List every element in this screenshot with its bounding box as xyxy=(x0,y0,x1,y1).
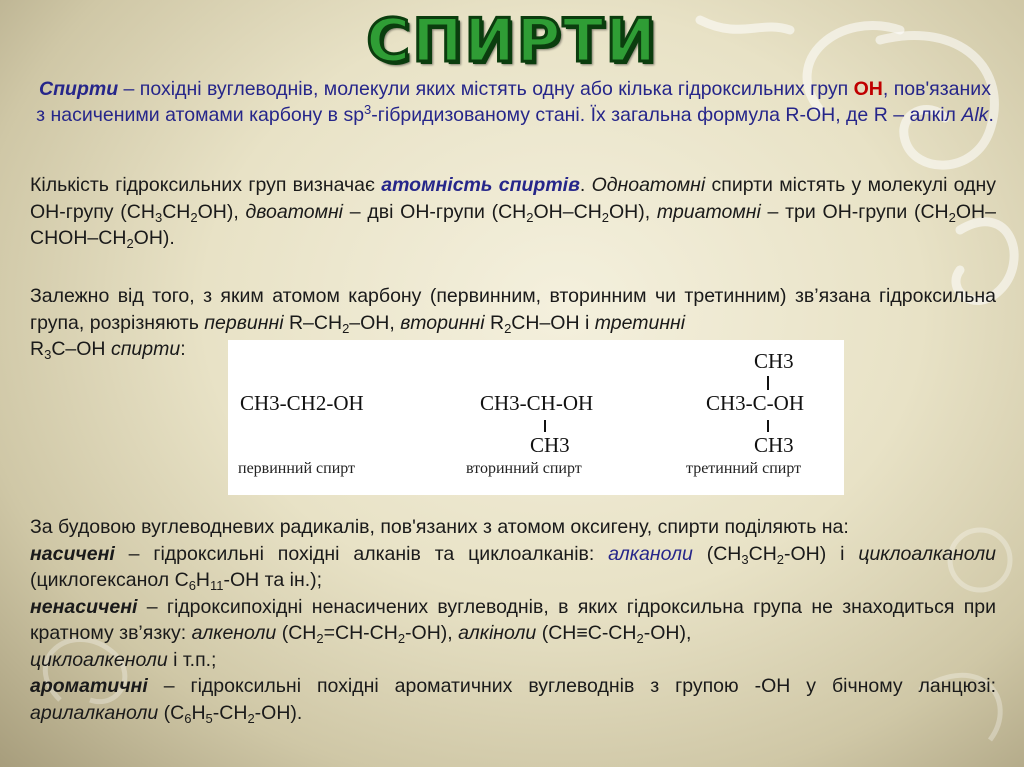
aromatic-term: ароматичні xyxy=(30,675,148,697)
tertiary-alcohol-top: CH3 xyxy=(754,349,794,373)
tertiary-alcohol-branch: CH3 xyxy=(754,433,794,457)
slide-title: СПИРТИ xyxy=(366,6,658,76)
unsaturated-term: ненасичені xyxy=(30,595,138,618)
saturated-term: насичені xyxy=(30,542,115,565)
alcohol-types-figure xyxy=(228,340,844,495)
tertiary-alcohol-formula: CH3-C-OH xyxy=(706,391,804,415)
structure-paragraph: За будовою вуглеводневих радикалів, пов'язаних з атомом оксигену, спирти поділяють на: насичені – гідроксильні похідні алканів та циклоалканів: алканоли $(CH_3CH_2-OH)$ і циклоалканоли (циклогексанол $C_6H_{11}-OH$ та ін.); ненасичені – гідроксипохідні ненасичених вуглеводнів, в яких гідроксильна група не знаходиться при кратному зв’язку: алкеноли $(CH_2=CH-CH_2-OH)$, алкіноли $(CH\equiv C-CH_2-OH)$, циклоалкеноли і т.п.; ароматичні – гідроксильні похідні ароматичних вуглеводнів з групою -OH у бічному ланцюзі: арилалканоли $(C_6H_5-CH_2-OH)$. xyxy=(30,516,997,726)
secondary-alcohol-caption: вторинний спирт xyxy=(466,460,582,477)
primary-alcohol-formula: CH3-CH2-OH xyxy=(240,391,364,415)
tertiary-alcohol-caption: третинний спирт xyxy=(686,460,802,477)
structure-intro: За будовою вуглеводневих радикалів, пов'язаних з атомом оксигену, спирти поділяють на: xyxy=(30,516,849,538)
classification-paragraph: Залежно від того, з яким атомом карбону (первинним, вторинним чи третинним) зв’язана гідроксильна група, розрізняють первинні $R-CH_2-OH$, вторинні $R_2CH-OH$ і третинні $R_3C-OH$ спирти: xyxy=(30,285,996,362)
oh-group-label: OH xyxy=(853,78,883,100)
atomicity-paragraph: Кількість гідроксильних груп визначає атомність спиртів. Одноатомні спирти містять у молекулі одну OH-групу $(CH_3CH_2OH)$, двоатомні – дві OH-групи $(CH_2OH-CH_2OH)$, триатомні – три OH-групи $(CH_2OH-CHOH-CH_2OH)$. xyxy=(30,174,996,251)
secondary-alcohol-branch: CH3 xyxy=(530,433,570,457)
definition-paragraph: Спирти – похідні вуглеводнів, молекули яких містять одну або кілька гідроксильних груп OH, пов'язаних з насиченими атомами карбону в $sp^3$-гібридизованому стані. Їх загальна формула R-OH, де R – алкіл Alk. xyxy=(36,78,994,126)
definition-term: Спирти xyxy=(39,78,119,100)
atomicity-term: атомність спиртів xyxy=(381,174,580,196)
secondary-alcohol-formula: CH3-CH-OH xyxy=(480,391,594,415)
primary-alcohol-caption: первинний спирт xyxy=(238,460,356,477)
